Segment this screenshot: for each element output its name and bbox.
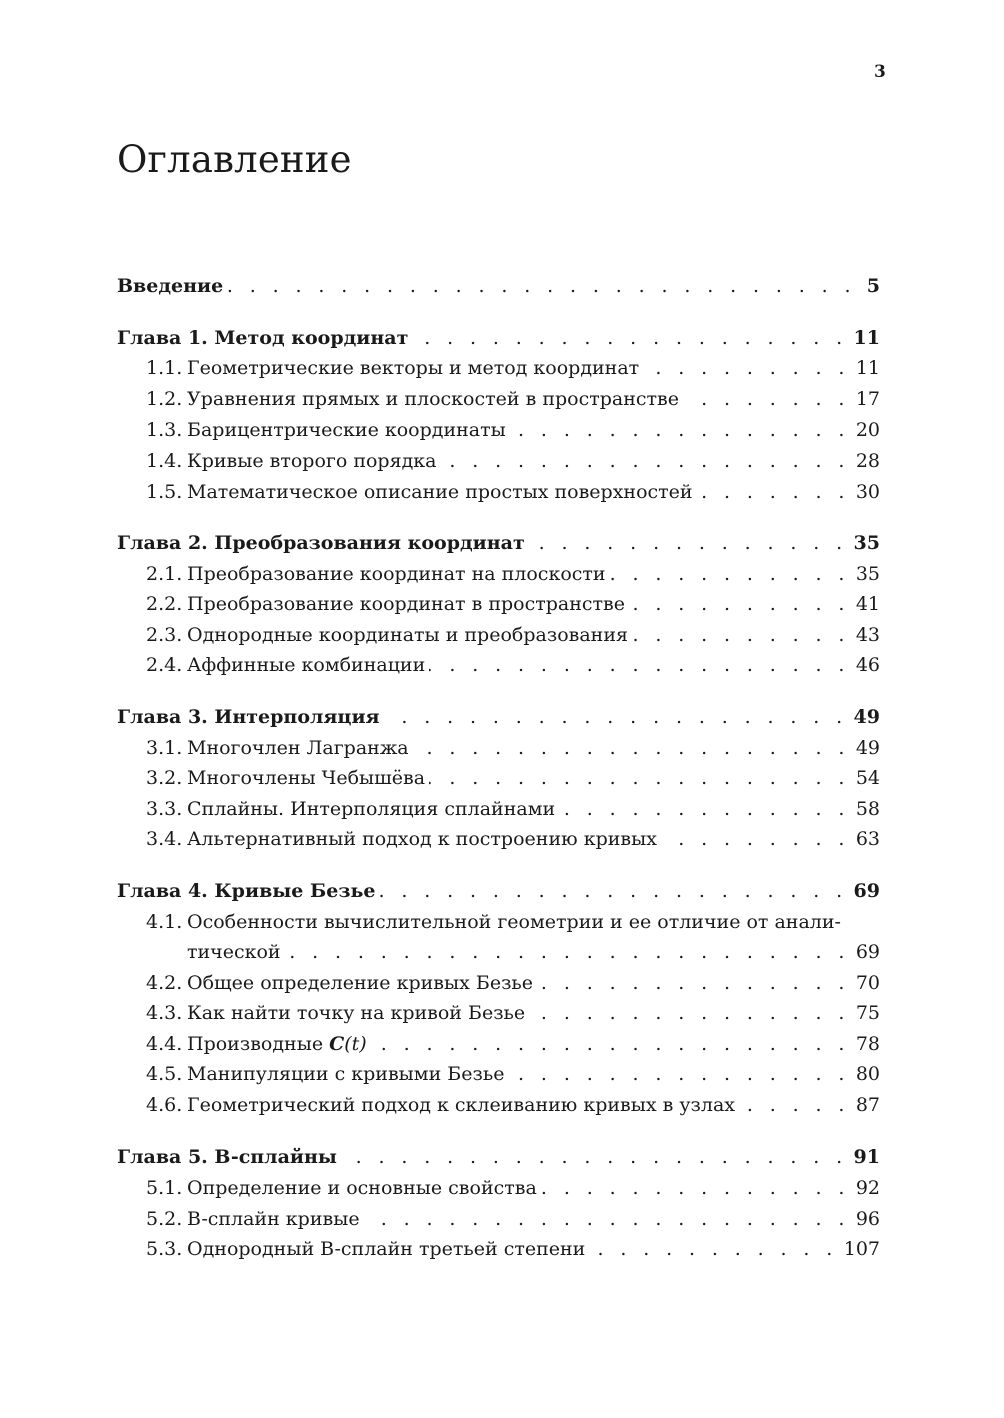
toc-section-title: Барицентрические координаты xyxy=(187,419,506,441)
toc-chapter-page: 11 xyxy=(853,327,880,349)
dot-leader xyxy=(341,1142,848,1172)
toc-section-page: 87 xyxy=(855,1094,880,1116)
toc-section-title: Как найти точку на кривой Безье xyxy=(187,1002,526,1024)
toc-section-page: 92 xyxy=(855,1177,880,1199)
toc-entry-page: 5 xyxy=(866,275,880,297)
toc-section[interactable] xyxy=(146,1090,880,1120)
toc-section[interactable] xyxy=(146,998,880,1028)
toc-section-title-text: Производные xyxy=(187,1033,324,1055)
dot-leader xyxy=(508,1059,849,1089)
dot-leader xyxy=(429,650,850,680)
toc-section-page: 11 xyxy=(855,357,880,379)
toc-section-title: Геометрический подход к склеиванию кривых в узлах xyxy=(187,1094,736,1116)
toc-section-number: 5.3. xyxy=(146,1238,183,1260)
toc-chapter-page: 69 xyxy=(853,880,880,902)
dot-leader xyxy=(559,794,850,824)
toc-section[interactable] xyxy=(146,1173,880,1203)
toc-section[interactable] xyxy=(146,353,880,383)
toc-chapter-3[interactable] xyxy=(117,702,880,732)
toc-section-title: Уравнения прямых и плоскостей в пространстве xyxy=(187,388,679,410)
dot-leader xyxy=(440,446,849,476)
toc-section-title-line1: Особенности вычислительной геометрии и ее отличие от анали- xyxy=(187,911,841,933)
toc-section-title: Общее определение кривых Безье xyxy=(187,972,534,994)
toc-section-page: 96 xyxy=(855,1208,880,1230)
toc-section-page: 107 xyxy=(843,1238,880,1260)
math-symbol: C xyxy=(329,1033,345,1055)
dot-leader xyxy=(683,384,850,414)
toc-section-title-line2: тической xyxy=(187,941,281,963)
dot-leader xyxy=(364,1204,850,1234)
toc-section-number: 4.4. xyxy=(146,1033,183,1055)
toc-section-number: 3.3. xyxy=(146,798,183,820)
toc-section-title: Кривые второго порядка xyxy=(187,450,437,472)
dot-leader xyxy=(739,1090,850,1120)
toc-section[interactable] xyxy=(146,620,880,650)
toc-section-number: 3.1. xyxy=(146,737,183,759)
toc-chapter-page: 35 xyxy=(853,532,880,554)
toc-section-number: 4.3. xyxy=(146,1002,183,1024)
toc-section[interactable] xyxy=(146,650,880,680)
toc-section-title: Геометрические векторы и метод координат xyxy=(187,357,640,379)
toc-section-number: 5.1. xyxy=(146,1177,183,1199)
toc-section-page: 75 xyxy=(855,1002,880,1024)
toc-entry-introduction[interactable] xyxy=(117,271,880,301)
toc-section-page: 69 xyxy=(855,941,880,963)
toc-section-title: Преобразование координат в пространстве xyxy=(187,593,626,615)
toc-section[interactable] xyxy=(146,968,880,998)
toc-section-number: 5.2. xyxy=(146,1208,183,1230)
dot-leader xyxy=(643,353,850,383)
toc-chapter-title: Глава 1. Метод координат xyxy=(117,327,409,349)
toc-section-title: Аффинные комбинации xyxy=(187,654,426,676)
toc-section[interactable] xyxy=(146,1029,880,1059)
toc-section[interactable] xyxy=(146,446,880,476)
toc-section-page: 78 xyxy=(855,1033,880,1055)
toc-section[interactable] xyxy=(146,907,880,937)
toc-section[interactable] xyxy=(146,1234,880,1264)
dot-leader xyxy=(510,415,850,445)
toc-section-title: Многочлены Чебышёва xyxy=(187,767,426,789)
toc-section-page: 70 xyxy=(855,972,880,994)
toc-section[interactable] xyxy=(146,415,880,445)
toc-section[interactable] xyxy=(146,794,880,824)
dot-leader xyxy=(529,998,850,1028)
toc-section-number: 2.2. xyxy=(146,593,183,615)
toc-section-number: 1.4. xyxy=(146,450,183,472)
dot-leader xyxy=(537,968,850,998)
toc-section-title: Математическое описание простых поверхностей xyxy=(187,481,693,503)
toc-section-number: 4.2. xyxy=(146,972,183,994)
toc-section-number: 2.3. xyxy=(146,624,183,646)
toc-section[interactable] xyxy=(146,589,880,619)
toc-section-number: 1.2. xyxy=(146,388,183,410)
dot-leader xyxy=(661,824,850,854)
dot-leader xyxy=(412,323,847,353)
dot-leader xyxy=(379,876,847,906)
toc-section-page: 46 xyxy=(855,654,880,676)
dot-leader xyxy=(285,937,850,967)
toc-section-page: 35 xyxy=(855,563,880,585)
toc-section-number: 1.5. xyxy=(146,481,183,503)
toc-section-page: 43 xyxy=(855,624,880,646)
dot-leader xyxy=(610,559,850,589)
dot-leader xyxy=(589,1234,837,1264)
toc-section-number: 3.4. xyxy=(146,828,183,850)
toc-chapter-title: Глава 5. B-сплайны xyxy=(117,1146,337,1168)
toc-section-continuation[interactable] xyxy=(187,937,880,967)
toc-section-page: 49 xyxy=(855,737,880,759)
toc-section-page: 41 xyxy=(855,593,880,615)
toc-section-title xyxy=(187,1029,371,1059)
toc-section-page: 20 xyxy=(855,419,880,441)
toc-section-page: 28 xyxy=(855,450,880,472)
toc-section-page: 63 xyxy=(855,828,880,850)
toc-section-title: Определение и основные свойства xyxy=(187,1177,537,1199)
toc-section-page: 54 xyxy=(855,767,880,789)
toc-section-number: 2.4. xyxy=(146,654,183,676)
toc-section[interactable] xyxy=(146,559,880,589)
page-number: 3 xyxy=(874,62,886,82)
toc-section-page: 17 xyxy=(855,388,880,410)
toc-section-number: 2.1. xyxy=(146,563,183,585)
toc-heading: Оглавление xyxy=(117,138,352,181)
toc-section[interactable] xyxy=(146,477,880,507)
dot-leader xyxy=(413,733,850,763)
toc-section-number: 4.1. xyxy=(146,911,183,933)
toc-section-number: 4.6. xyxy=(146,1094,183,1116)
toc-section[interactable] xyxy=(146,733,880,763)
toc-section-number: 1.1. xyxy=(146,357,183,379)
toc-section-title: Однородный B-сплайн третьей степени xyxy=(187,1238,586,1260)
toc-entry-title: Введение xyxy=(117,275,224,297)
dot-leader xyxy=(384,702,848,732)
dot-leader xyxy=(632,620,850,650)
dot-leader xyxy=(529,528,848,558)
dot-leader xyxy=(629,589,850,619)
toc-chapter-1[interactable] xyxy=(117,323,880,353)
toc-chapter-title: Глава 3. Интерполяция xyxy=(117,706,380,728)
toc-section-title: Преобразование координат на плоскости xyxy=(187,563,606,585)
toc-section[interactable] xyxy=(146,1204,880,1234)
math-argument: (t) xyxy=(344,1033,367,1055)
dot-leader xyxy=(697,477,850,507)
toc-section-title: Альтернативный подход к построению кривых xyxy=(187,828,657,850)
toc-section-title: Сплайны. Интерполяция сплайнами xyxy=(187,798,556,820)
toc-section-page: 30 xyxy=(855,481,880,503)
toc-chapter-page: 49 xyxy=(853,706,880,728)
toc-chapter-title: Глава 4. Кривые Безье xyxy=(117,880,376,902)
toc-section[interactable] xyxy=(146,384,880,414)
toc-section-title: Однородные координаты и преобразования xyxy=(187,624,628,646)
dot-leader xyxy=(371,1029,850,1059)
toc-section[interactable] xyxy=(146,1059,880,1089)
toc-section-number: 3.2. xyxy=(146,767,183,789)
toc-chapter-5[interactable] xyxy=(117,1142,880,1172)
toc-section-number: 4.5. xyxy=(146,1063,183,1085)
toc-section[interactable] xyxy=(146,824,880,854)
toc-section-page: 58 xyxy=(855,798,880,820)
toc-section-title: Многочлен Лагранжа xyxy=(187,737,409,759)
toc-chapter-page: 91 xyxy=(853,1146,880,1168)
toc-section-page: 80 xyxy=(855,1063,880,1085)
toc-chapter-title: Глава 2. Преобразования координат xyxy=(117,532,525,554)
dot-leader xyxy=(227,271,856,301)
toc-chapter-2[interactable] xyxy=(117,528,880,558)
dot-leader xyxy=(541,1173,850,1203)
toc-section-number: 1.3. xyxy=(146,419,183,441)
toc-chapter-4[interactable] xyxy=(117,876,880,906)
dot-leader xyxy=(429,763,850,793)
toc-section[interactable] xyxy=(146,763,880,793)
toc-section-title: Манипуляции с кривыми Безье xyxy=(187,1063,505,1085)
toc-section-title: B-сплайн кривые xyxy=(187,1208,360,1230)
